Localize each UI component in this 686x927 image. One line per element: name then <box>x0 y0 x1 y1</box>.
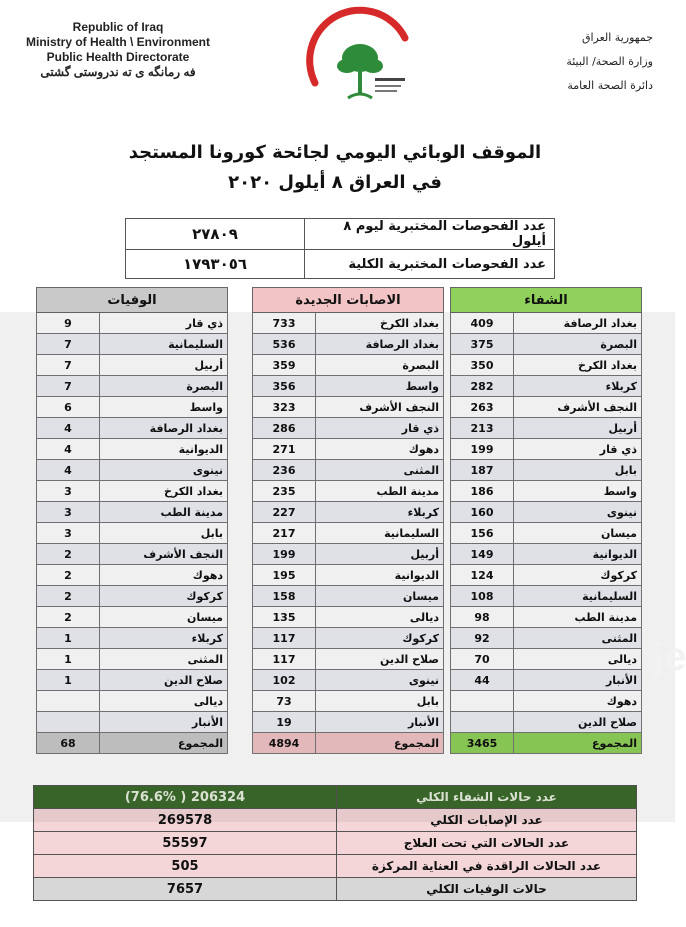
recovered-column <box>450 287 642 754</box>
governorate-name: بغداد الرصافة <box>316 334 444 355</box>
table-row <box>37 670 228 691</box>
governorate-name: دهوك <box>316 439 444 460</box>
table-row <box>37 460 228 481</box>
table-row <box>451 565 642 586</box>
table-row <box>253 691 444 712</box>
governorate-name: النجف الأشرف <box>100 544 228 565</box>
total-row <box>253 733 444 754</box>
count-value: 117 <box>253 628 316 649</box>
governorate-name: النجف الأشرف <box>316 397 444 418</box>
governorate-name: الديوانية <box>316 565 444 586</box>
table-row <box>253 481 444 502</box>
watermark-text: je <box>653 635 686 679</box>
governorate-name: مدينة الطب <box>100 502 228 523</box>
header-en-line: Ministry of Health \ Environment <box>25 35 211 49</box>
governorate-name: بابل <box>316 691 444 712</box>
count-value: 187 <box>451 460 514 481</box>
table-row <box>37 523 228 544</box>
table-row <box>253 355 444 376</box>
table-row <box>37 607 228 628</box>
count-value: 156 <box>451 523 514 544</box>
governorate-name: السليمانية <box>100 334 228 355</box>
table-row <box>451 607 642 628</box>
count-value: 323 <box>253 397 316 418</box>
table-row <box>253 586 444 607</box>
tests-total-label: عدد الفحوصات المختبرية الكلية <box>305 250 555 279</box>
governorate-name: واسط <box>514 481 642 502</box>
table-row <box>37 439 228 460</box>
governorate-name: بغداد الكرخ <box>316 313 444 334</box>
count-value: 92 <box>451 628 514 649</box>
table-row <box>37 355 228 376</box>
governorate-name: ديالى <box>100 691 228 712</box>
count-value: 7 <box>37 355 100 376</box>
governorate-name: مدينة الطب <box>316 481 444 502</box>
tests-total-value: ١٧٩٣٠٥٦ <box>126 250 305 279</box>
governorate-name: واسط <box>100 397 228 418</box>
table-row <box>253 607 444 628</box>
governorate-name: ميسان <box>100 607 228 628</box>
governorate-name: أربيل <box>100 355 228 376</box>
governorate-name: كركوك <box>514 565 642 586</box>
count-value: 4 <box>37 418 100 439</box>
governorate-name: بابل <box>100 523 228 544</box>
table-row <box>37 544 228 565</box>
table-row <box>451 481 642 502</box>
governorate-name: المثنى <box>514 628 642 649</box>
table-row <box>253 376 444 397</box>
count-value: 117 <box>253 649 316 670</box>
summary-value: 7657 <box>34 878 337 901</box>
table-row <box>253 565 444 586</box>
total-label: المجموع <box>316 733 444 754</box>
deaths-table <box>36 287 228 754</box>
recovered-table <box>450 287 642 754</box>
summary-row <box>34 832 637 855</box>
summary-value: (76.6% ) 206324 <box>34 786 337 809</box>
new-cases-column <box>252 287 444 754</box>
table-row <box>451 376 642 397</box>
governorate-name: ديالى <box>514 649 642 670</box>
count-value: 2 <box>37 544 100 565</box>
count-value: 1 <box>37 649 100 670</box>
governorate-name: دهوك <box>100 565 228 586</box>
count-value: 227 <box>253 502 316 523</box>
total-row <box>37 733 228 754</box>
governorate-name: بغداد الرصافة <box>514 313 642 334</box>
count-value: 98 <box>451 607 514 628</box>
governorate-name: واسط <box>316 376 444 397</box>
table-row <box>37 502 228 523</box>
governorate-name: الأنبار <box>316 712 444 733</box>
table-row <box>253 523 444 544</box>
table-row <box>253 712 444 733</box>
count-value: 350 <box>451 355 514 376</box>
table-row <box>37 691 228 712</box>
table-row <box>451 439 642 460</box>
count-value: 263 <box>451 397 514 418</box>
count-value <box>37 712 100 733</box>
count-value: 160 <box>451 502 514 523</box>
governorate-name: السليمانية <box>316 523 444 544</box>
count-value: 9 <box>37 313 100 334</box>
count-value: 102 <box>253 670 316 691</box>
table-row <box>253 628 444 649</box>
governorate-name: ديالى <box>316 607 444 628</box>
governorate-name: ذي قار <box>100 313 228 334</box>
governorate-name: الديوانية <box>514 544 642 565</box>
header-ar-line: جمهورية العراق <box>581 31 653 44</box>
table-row <box>253 439 444 460</box>
table-row <box>253 418 444 439</box>
tests-table <box>125 218 555 279</box>
table-row <box>253 670 444 691</box>
table-row <box>253 502 444 523</box>
summary-row <box>34 855 637 878</box>
count-value: 135 <box>253 607 316 628</box>
table-row <box>451 334 642 355</box>
table-row <box>451 523 642 544</box>
new-cases-table <box>252 287 444 754</box>
total-value: 4894 <box>253 733 316 754</box>
report-date: في العراق ٨ أيلول ٢٠٢٠ <box>228 172 442 193</box>
table-row <box>451 670 642 691</box>
table-row <box>37 397 228 418</box>
count-value: 4 <box>37 439 100 460</box>
tests-daily-row <box>126 219 555 250</box>
summary-row <box>34 809 637 832</box>
table-row <box>451 544 642 565</box>
governorate-name: صلاح الدين <box>514 712 642 733</box>
count-value: 733 <box>253 313 316 334</box>
count-value: 2 <box>37 565 100 586</box>
summary-table <box>33 785 637 901</box>
count-value: 2 <box>37 586 100 607</box>
governorate-name: ذي قار <box>514 439 642 460</box>
deaths-header: الوفيات <box>37 288 228 313</box>
count-value: 70 <box>451 649 514 670</box>
table-row <box>451 649 642 670</box>
tests-total-row <box>126 250 555 279</box>
count-value: 409 <box>451 313 514 334</box>
governorate-name: الأنبار <box>514 670 642 691</box>
count-value: 199 <box>451 439 514 460</box>
count-value: 124 <box>451 565 514 586</box>
report-title: الموقف الوبائي اليومي لجائحة كورونا المستجد <box>128 142 542 163</box>
count-value: 217 <box>253 523 316 544</box>
total-label: المجموع <box>100 733 228 754</box>
count-value: 158 <box>253 586 316 607</box>
governorate-name: كركوك <box>316 628 444 649</box>
count-value: 44 <box>451 670 514 691</box>
table-row <box>451 586 642 607</box>
ministry-logo-icon <box>300 8 420 118</box>
summary-label: عدد الإصابات الكلي <box>337 809 637 832</box>
count-value: 282 <box>451 376 514 397</box>
table-row <box>451 355 642 376</box>
governorate-name: مدينة الطب <box>514 607 642 628</box>
table-row <box>37 481 228 502</box>
governorate-name: نينوى <box>100 460 228 481</box>
governorate-name: صلاح الدين <box>100 670 228 691</box>
header-en-line: فه رمانگه ی ته ندروستی گشتی <box>40 65 196 79</box>
summary-value: 505 <box>34 855 337 878</box>
count-value: 195 <box>253 565 316 586</box>
total-row <box>451 733 642 754</box>
count-value: 7 <box>37 376 100 397</box>
count-value: 7 <box>37 334 100 355</box>
count-value: 356 <box>253 376 316 397</box>
table-row <box>37 313 228 334</box>
governorate-name: أربيل <box>514 418 642 439</box>
header-en-line: Public Health Directorate <box>46 50 190 64</box>
governorate-name: ذي قار <box>316 418 444 439</box>
count-value: 73 <box>253 691 316 712</box>
count-value <box>451 712 514 733</box>
governorate-name: نينوى <box>316 670 444 691</box>
summary-row <box>34 786 637 809</box>
summary-row <box>34 878 637 901</box>
count-value: 108 <box>451 586 514 607</box>
total-value: 3465 <box>451 733 514 754</box>
governorate-name: بابل <box>514 460 642 481</box>
table-row <box>451 691 642 712</box>
table-row <box>253 313 444 334</box>
governorate-name: كركوك <box>100 586 228 607</box>
governorate-name: الديوانية <box>100 439 228 460</box>
table-row <box>253 649 444 670</box>
count-value: 3 <box>37 502 100 523</box>
count-value: 286 <box>253 418 316 439</box>
header-arabic <box>503 26 653 98</box>
count-value: 236 <box>253 460 316 481</box>
table-row <box>37 565 228 586</box>
summary-value: 55597 <box>34 832 337 855</box>
governorate-name: نينوى <box>514 502 642 523</box>
table-row <box>253 460 444 481</box>
governorate-name: ميسان <box>316 586 444 607</box>
governorate-name: صلاح الدين <box>316 649 444 670</box>
table-row <box>37 628 228 649</box>
governorate-name: كربلاء <box>316 502 444 523</box>
governorate-name: أربيل <box>316 544 444 565</box>
count-value: 186 <box>451 481 514 502</box>
count-value: 149 <box>451 544 514 565</box>
table-row <box>451 502 642 523</box>
table-row <box>253 397 444 418</box>
summary-label: عدد حالات الشفاء الكلي <box>337 786 637 809</box>
table-row <box>451 628 642 649</box>
governorate-name: بغداد الكرخ <box>514 355 642 376</box>
table-row <box>451 313 642 334</box>
table-row <box>37 586 228 607</box>
table-row <box>37 712 228 733</box>
count-value: 3 <box>37 523 100 544</box>
table-row <box>37 376 228 397</box>
count-value: 213 <box>451 418 514 439</box>
new-cases-header: الاصابات الجديدة <box>253 288 444 313</box>
governorate-name: النجف الأشرف <box>514 397 642 418</box>
count-value: 235 <box>253 481 316 502</box>
header-en-line: Republic of Iraq <box>72 20 164 34</box>
summary-label: عدد الحالات الراقدة في العناية المركزة <box>337 855 637 878</box>
table-row <box>451 418 642 439</box>
count-value: 271 <box>253 439 316 460</box>
governorate-name: البصرة <box>514 334 642 355</box>
table-row <box>451 460 642 481</box>
governorate-name: كربلاء <box>514 376 642 397</box>
count-value: 199 <box>253 544 316 565</box>
governorate-name: ميسان <box>514 523 642 544</box>
summary-value: 269578 <box>34 809 337 832</box>
tests-daily-value: ٢٧٨٠٩ <box>126 219 305 250</box>
count-value: 1 <box>37 670 100 691</box>
governorate-name: المثنى <box>100 649 228 670</box>
table-row <box>451 397 642 418</box>
total-label: المجموع <box>514 733 642 754</box>
governorate-name: دهوك <box>514 691 642 712</box>
governorate-name: السليمانية <box>514 586 642 607</box>
governorate-name: الأنبار <box>100 712 228 733</box>
deaths-column <box>36 287 228 754</box>
table-row <box>37 334 228 355</box>
count-value: 4 <box>37 460 100 481</box>
governorate-name: بغداد الرصافة <box>100 418 228 439</box>
count-value <box>451 691 514 712</box>
count-value <box>37 691 100 712</box>
total-value: 68 <box>37 733 100 754</box>
table-row <box>253 334 444 355</box>
count-value: 6 <box>37 397 100 418</box>
count-value: 536 <box>253 334 316 355</box>
header-ar-line: وزارة الصحة/ البيئة <box>566 55 653 68</box>
governorate-name: البصرة <box>316 355 444 376</box>
table-row <box>37 649 228 670</box>
recovered-header: الشفاء <box>451 288 642 313</box>
table-row <box>37 418 228 439</box>
count-value: 375 <box>451 334 514 355</box>
count-value: 3 <box>37 481 100 502</box>
tests-daily-label: عدد الفحوصات المختبرية ليوم ٨ أيلول <box>305 219 555 250</box>
table-row <box>253 544 444 565</box>
header-english <box>8 20 228 80</box>
count-value: 2 <box>37 607 100 628</box>
governorate-name: كربلاء <box>100 628 228 649</box>
header-ar-line: دائرة الصحة العامة <box>567 79 653 92</box>
governorate-name: المثنى <box>316 460 444 481</box>
count-value: 1 <box>37 628 100 649</box>
summary-label: عدد الحالات التي تحت العلاج <box>337 832 637 855</box>
governorate-name: بغداد الكرخ <box>100 481 228 502</box>
governorate-name: البصرة <box>100 376 228 397</box>
summary-label: حالات الوفيات الكلي <box>337 878 637 901</box>
count-value: 359 <box>253 355 316 376</box>
table-row <box>451 712 642 733</box>
count-value: 19 <box>253 712 316 733</box>
